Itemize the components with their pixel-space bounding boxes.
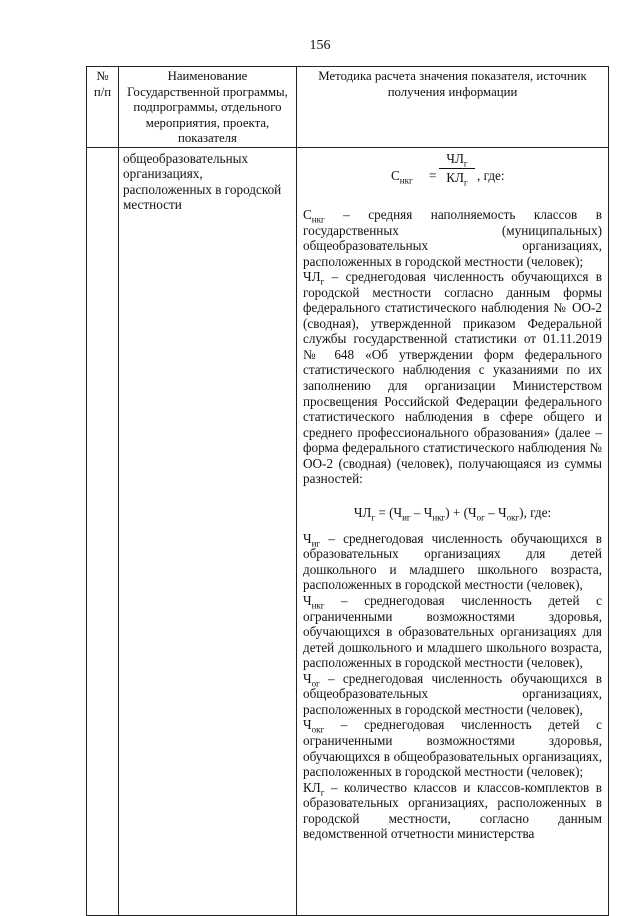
definition-ch-ig: $Ч_{иг}$ – среднегодовая численность обучающихся в образовательных организациях для детей дошкольного и младшего школьного возраста, расположенных в городской местности (человек), bbox=[303, 530, 602, 593]
formula-tail: , где: bbox=[477, 168, 505, 183]
indicator-name: общеобразовательных организациях, расположенных в городской местности bbox=[119, 148, 297, 916]
method-cell bbox=[297, 148, 609, 916]
formula-sum-of-differences: $ЧЛ_г = (Ч_{иг} - Ч_{нкг}) + (Ч_{ог} - Ч_{окг})$, где: bbox=[353, 504, 552, 523]
definition-kl-g: $КЛ_г$ – количество классов и классов-комплектов в образовательных организациях, расположенных в городской местности, согласно данным ведомственной отчетности министерства bbox=[303, 779, 602, 842]
definition-ch-og: $Ч_{ог}$ – среднегодовая численность обучающихся в общеобразовательных организациях, расположенных в городской местности (человек), bbox=[303, 670, 602, 717]
header-number: № п/п bbox=[87, 67, 119, 148]
definition-ch-nkg: $Ч_{нкг}$ – среднегодовая численность детей с ограниченными возможностями здоровья, обучающихся в образовательных организациях для детей дошкольного и младшего школьного возраста, расположенных в городской местности (человек), bbox=[303, 593, 602, 671]
formula-equals: = bbox=[429, 168, 437, 183]
formula-denominator: $КЛ_г$ bbox=[446, 170, 468, 188]
formula-lhs: $С_{нкг}$ bbox=[391, 168, 413, 186]
definition-c-nkg: $С_{нкг}$ – средняя наполняемость классов в государственных (муниципальных) общеобразовательных организациях, расположенных в городской местности (человек); bbox=[303, 207, 602, 269]
formula-average-class-size bbox=[303, 151, 602, 207]
definition-ch-okg: $Ч_{окг}$ – среднегодовая численность детей с ограниченными возможностями здоровья, обучающихся в общеобразовательных организациях, расположенных в городской местности (человек); bbox=[303, 717, 602, 780]
table-header-row bbox=[87, 67, 609, 148]
header-name: Наименование Государственной программы, подпрограммы, отдельного мероприятия, проекта, показателя bbox=[119, 67, 297, 148]
header-method: Методика расчета значения показателя, источник получения информации bbox=[297, 67, 609, 148]
definition-chl-g: $ЧЛ_г$ – среднегодовая численность обучающихся в городской местности согласно данным формы федерального статистического наблюдения № ОО-2 (сводная), утвержденной приказом Федеральной службы государственной статистики от 01.11.2019 № 648 «Об утверждении форм федерального статистического наблюдения с указаниями по их заполнению для организации Министерством просвещения Российской Федерации федерального статистического наблюдения в сфере общего и среднего профессионального образования» (далее – форма федерального статистического наблюдения № ОО-2 (сводная) (человек), получающаяся из суммы разностей: bbox=[303, 269, 602, 487]
formula-numerator: $ЧЛ_г$ bbox=[439, 151, 475, 169]
page-number: 156 bbox=[309, 38, 331, 53]
indicator-table bbox=[86, 66, 609, 916]
formula-fraction bbox=[439, 151, 475, 186]
row-number bbox=[87, 148, 119, 916]
table-row bbox=[87, 148, 609, 916]
